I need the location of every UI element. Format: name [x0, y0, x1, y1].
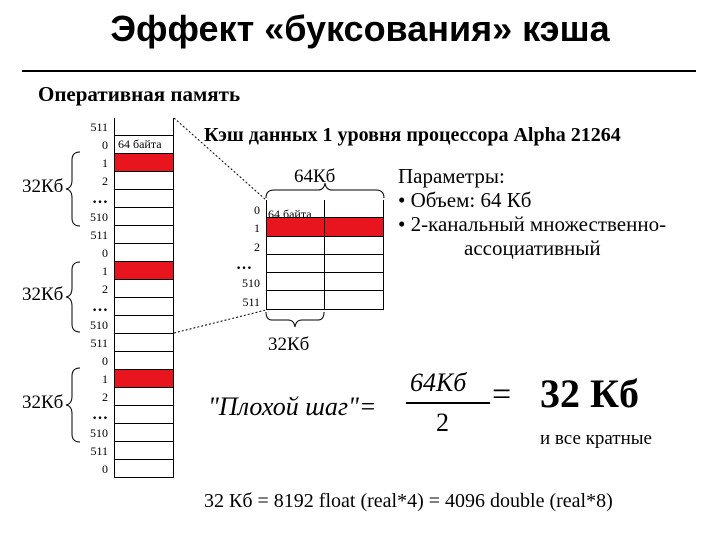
formula-numerator: 64Кб [410, 368, 467, 397]
params-item-assoc: • 2-канальный множественно- [398, 212, 667, 236]
ram-index-label: 510 [90, 426, 108, 440]
formula-denominator: 2 [436, 408, 449, 437]
cache-way-label: 32Кб [268, 334, 310, 355]
formula-lhs: "Плохой шаг"= [208, 392, 377, 421]
formula-fraction-bar [406, 402, 490, 404]
ram-index-label: 2 [102, 282, 108, 296]
ram-block-label-2: 32Кб [22, 284, 64, 305]
ram-index-label: 2 [102, 174, 108, 188]
ram-block-brace-2 [66, 262, 80, 332]
ram-index-label: 1 [102, 372, 108, 386]
cache-title: Кэш данных 1 уровня процессора Alpha 21264 [204, 124, 621, 146]
ram-block-brace-3 [66, 368, 80, 442]
ram-index-label: 0 [102, 462, 108, 476]
cache-index-label: 0 [254, 203, 260, 217]
cache-index-label: 510 [242, 276, 260, 291]
cache-size-label: 64Кб [294, 166, 336, 187]
params-box [398, 164, 666, 260]
ram-block-brace-1 [66, 152, 80, 226]
ram-index-label: 511 [90, 336, 108, 350]
bottom-note: 32 Кб = 8192 float (real*4) = 4096 double (real*8) [204, 490, 613, 512]
ram-index-label: 511 [90, 120, 108, 134]
ram-index-label: 1 [102, 264, 108, 278]
ram-index-label: 2 [102, 390, 108, 404]
ram-index-label: 511 [90, 228, 108, 242]
ram-index-label: 511 [90, 444, 108, 458]
params-heading: Параметры: [398, 164, 505, 188]
cache-index-label: 1 [254, 221, 260, 236]
ram-block-label-1: 32Кб [22, 176, 64, 197]
cache-line-size-label: 64 байта [268, 207, 312, 221]
ram-line-size-label: 64 байта [118, 137, 162, 151]
cache-index-label: 2 [254, 239, 260, 254]
formula-result: 32 Кб [540, 371, 640, 416]
cache-way-brace [266, 312, 324, 327]
ram-index-label: 0 [102, 138, 108, 152]
ram-block-label-3: 32Кб [22, 392, 64, 413]
slide-title: Эффект «буксования» кэша [110, 8, 610, 49]
params-item-assoc-cont: ассоциативный [464, 236, 601, 260]
ram-index-label: … [92, 298, 108, 315]
ram-index-label: 0 [102, 354, 108, 368]
params-item-volume: • Объем: 64 Кб [398, 188, 532, 212]
ram-index-label: 1 [102, 156, 108, 170]
ram-index-label: … [92, 190, 108, 207]
mapping-line-bottom [174, 310, 266, 333]
cache-index-label: … [236, 255, 252, 273]
formula-result-note: и все кратные [540, 428, 652, 449]
ram-index-label: … [92, 406, 108, 423]
ram-heading: Оперативная память [38, 82, 241, 106]
cache-index-label: 511 [242, 294, 260, 309]
ram-index-label: 0 [102, 246, 108, 260]
ram-index-label: 510 [90, 210, 108, 224]
formula-equals: = [492, 376, 512, 413]
ram-index-label: 510 [90, 318, 108, 332]
